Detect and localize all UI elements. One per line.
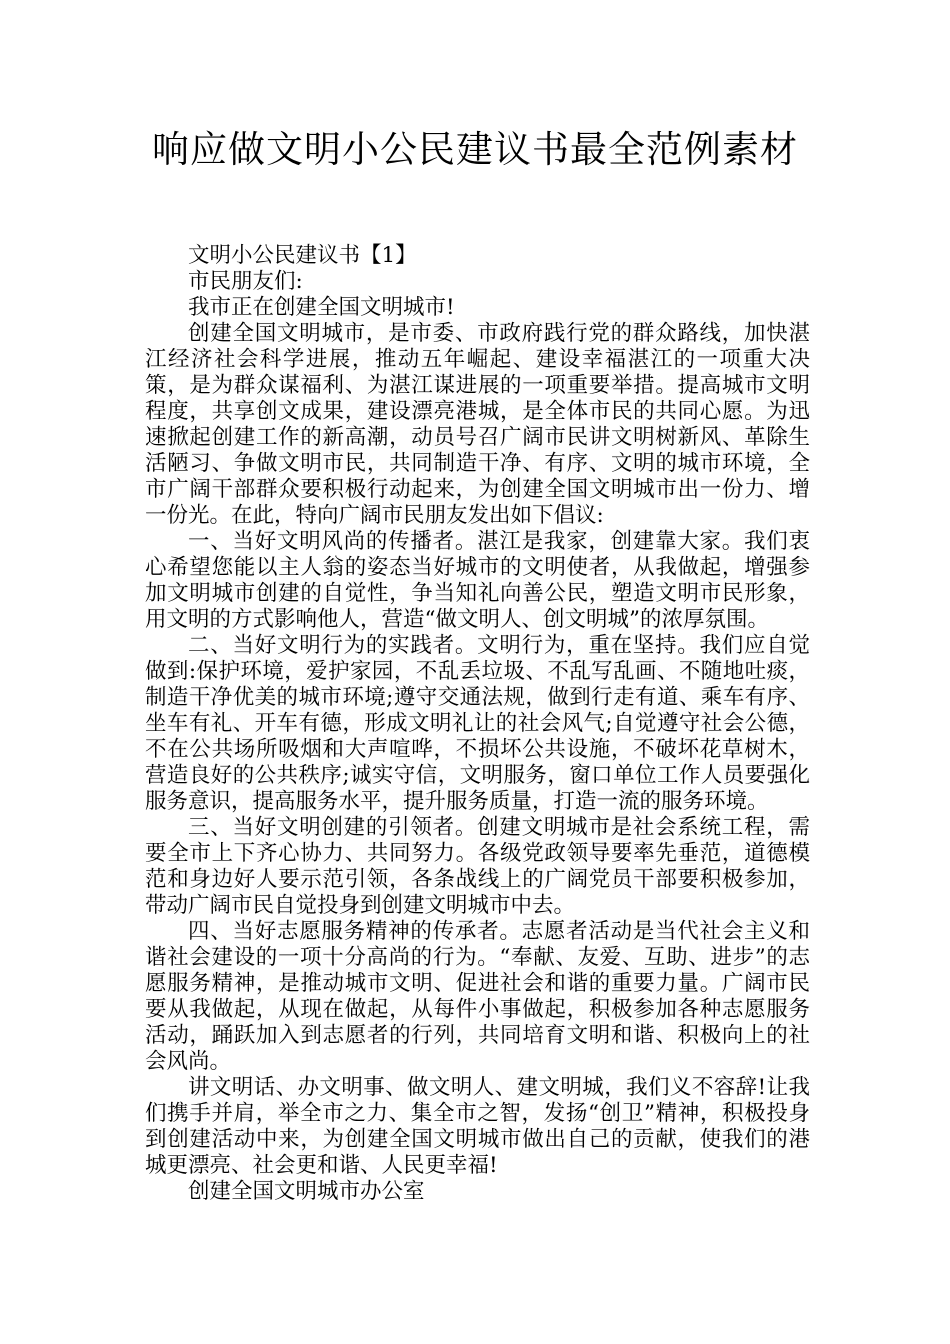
- proposal-two-paragraph: 二、当好文明行为的实践者。文明行为，重在坚持。我们应自觉做到:保护环境，爱护家园，不乱丢垃圾、不乱写乱画、不随地吐痰，制造干净优美的城市环境;遵守交通法规，做到行走有道、乘车有序、坐车有礼、开车有德，形成文明礼让的社会风气;自觉遵守社会公德，不在公共场所吸烟和大声喧哗，不损坏公共设施，不破坏花草树木，营造良好的公共秩序;诚实守信，文明服务，窗口单位工作人员要强化服务意识，提高服务水平，提升服务质量，打造一流的服务环境。: [145, 633, 810, 814]
- document-body: [145, 243, 810, 1205]
- salutation: 市民朋友们:: [188, 269, 303, 294]
- signature-line: 创建全国文明城市办公室: [188, 1179, 425, 1204]
- closing-paragraph: 讲文明话、办文明事、做文明人、建文明城，我们义不容辞!让我们携手并肩，举全市之力、集全市之智，发扬“创卫”精神，积极投身到创建活动中来，为创建全国文明城市做出自己的贡献，使我们的港城更漂亮、社会更和谐、人民更幸福!: [145, 1075, 810, 1178]
- proposal-three-paragraph: 三、当好文明创建的引领者。创建文明城市是社会系统工程，需要全市上下齐心协力、共同努力。各级党政领导要率先垂范，道德模范和身边好人要示范引领，各条战线上的广阔党员干部要积极参加，带动广阔市民自觉投身到创建文明城市中去。: [145, 815, 810, 918]
- proposal-one-paragraph: 一、当好文明风尚的传播者。湛江是我家，创建靠大家。我们衷心希望您能以主人翁的姿态当好城市的文明使者，从我做起，增强参加文明城市创建的自觉性，争当知礼向善公民，塑造文明市民形象，用文明的方式影响他人，营造“做文明人、创文明城”的浓厚氛围。: [145, 529, 810, 632]
- proposal-four-paragraph: 四、当好志愿服务精神的传承者。志愿者活动是当代社会主义和谐社会建设的一项十分高尚的行为。“奉献、友爱、互助、进步”的志愿服务精神，是推动城市文明、促进社会和谐的重要力量。广阔市民要从我做起，从现在做起，从每件小事做起，积极参加各种志愿服务活动，踊跃加入到志愿者的行列，共同培育文明和谐、积极向上的社会风尚。: [145, 919, 810, 1074]
- document-title: 响应做文明小公民建议书最全范例素材: [152, 128, 798, 171]
- section-heading: 文明小公民建议书【1】: [188, 243, 417, 268]
- opening-line: 我市正在创建全国文明城市!: [188, 295, 455, 320]
- intro-paragraph: 创建全国文明城市，是市委、市政府践行党的群众路线，加快湛江经济社会科学进展，推动五年崛起、建设幸福湛江的一项重大决策，是为群众谋福利、为湛江谋进展的一项重要举措。提高城市文明程度，共享创文成果，建设漂亮港城，是全体市民的共同心愿。为迅速掀起创建工作的新高潮，动员号召广阔市民讲文明树新风、革除生活陋习、争做文明市民，共同制造干净、有序、文明的城市环境，全市广阔干部群众要积极行动起来，为创建全国文明城市出一份力、增一份光。在此，特向广阔市民朋友发出如下倡议:: [145, 321, 810, 528]
